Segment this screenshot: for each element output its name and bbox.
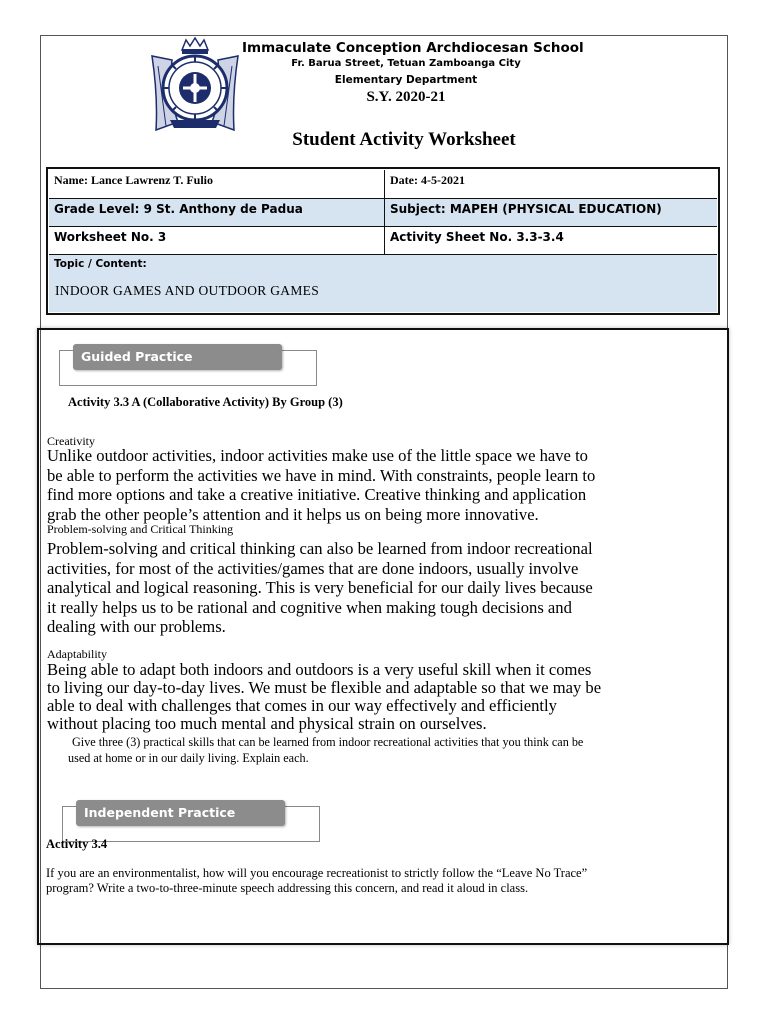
problem-solving-paragraph [47, 539, 727, 637]
independent-prompt [46, 866, 726, 896]
paragraph-line: be able to perform the activities we have in mind. With constraints, people learn to [47, 465, 596, 485]
page-title: Student Activity Worksheet [292, 129, 516, 150]
school-department: Elementary Department [334, 74, 478, 86]
paragraph-line: without placing too much mental and physical strain on ourselves. [47, 714, 487, 733]
info-row-topic [49, 255, 717, 312]
guided-practice-label: Guided Practice [73, 344, 282, 370]
worksheet-date: Date: 4-5-2021 [390, 173, 465, 187]
paragraph-line: Being able to adapt both indoors and outdoors is a very useful skill when it comes [47, 660, 592, 679]
worksheet-number: Worksheet No. 3 [49, 227, 385, 254]
creativity-label: Creativity [47, 434, 95, 448]
info-row-grade-subject [49, 199, 717, 227]
paragraph-line: dealing with our problems. [47, 617, 226, 637]
adaptability-paragraph [47, 661, 727, 733]
school-name: Immaculate Conception Archdiocesan School [242, 40, 584, 56]
question-line: used at home or in our daily living. Explain each. [68, 750, 309, 765]
prompt-line: program? Write a two-to-three-minute speech addressing this concern, and read it aloud in class. [46, 881, 529, 895]
paragraph-line: activities, for most of the activities/games that are done indoors, usually involve [47, 558, 579, 578]
student-info-table [46, 167, 720, 315]
topic-value: INDOOR GAMES AND OUTDOOR GAMES [55, 283, 320, 298]
topic-label: Topic / Content: [54, 258, 147, 270]
activity-3-4-heading: Activity 3.4 [46, 837, 108, 851]
paragraph-line: find more options and take a creative initiative. Creative thinking and application [47, 485, 587, 505]
creativity-paragraph [47, 446, 727, 524]
paragraph-line: Unlike outdoor activities, indoor activities make use of the little space we have to [47, 446, 588, 465]
activity-3-3-heading: Activity 3.3 A (Collaborative Activity) By Group (3) [68, 395, 343, 409]
guided-question [68, 735, 728, 766]
adaptability-label: Adaptability [47, 647, 107, 661]
independent-practice-label: Independent Practice [76, 800, 285, 826]
question-line: Give three (3) practical skills that can be learned from indoor recreational activities that you think can be [72, 735, 584, 749]
school-seal-icon [148, 36, 242, 134]
subject: Subject: MAPEH (PHYSICAL EDUCATION) [390, 202, 662, 216]
paragraph-line: to living our day-to-day lives. We must be flexible and adaptable so that we may be [47, 678, 602, 697]
prompt-line: If you are an environmentalist, how will you encourage recreationist to strictly follow the “Leave No Trace” [46, 866, 588, 880]
school-year: S.Y. 2020-21 [366, 89, 446, 105]
paragraph-line: it really helps us to be rational and cognitive when making tough decisions and [47, 597, 572, 617]
paragraph-line: able to deal with challenges that comes in our way effectively and efficiently [47, 696, 557, 715]
paragraph-line: grab the other people’s attention and it helps us on being more innovative. [47, 504, 539, 524]
activity-sheet-number: Activity Sheet No. 3.3-3.4 [390, 230, 564, 244]
problem-solving-label: Problem-solving and Critical Thinking [47, 522, 234, 536]
info-row-name-date [49, 170, 717, 199]
student-name: Name: Lance Lawrenz T. Fulio [49, 170, 385, 198]
school-address: Fr. Barua Street, Tetuan Zamboanga City [291, 58, 521, 69]
grade-level: Grade Level: 9 St. Anthony de Padua [49, 199, 385, 226]
paragraph-line: analytical and logical reasoning. This is very beneficial for our daily lives because [47, 578, 593, 598]
info-row-worksheet [49, 227, 717, 255]
paragraph-line: Problem-solving and critical thinking can also be learned from indoor recreational [47, 539, 593, 558]
